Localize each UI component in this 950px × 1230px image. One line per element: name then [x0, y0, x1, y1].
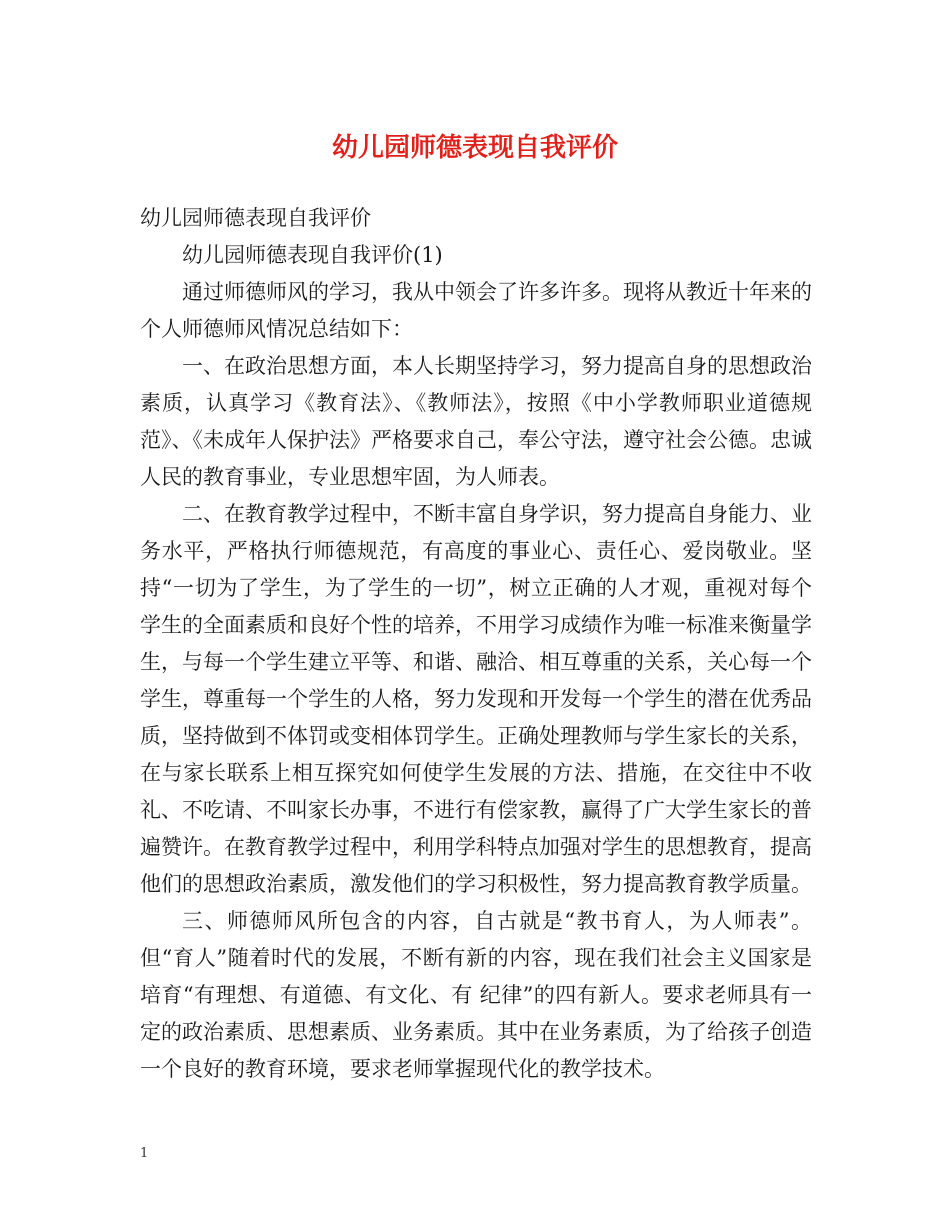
paragraph-section-2: 二、在教育教学过程中，不断丰富自身学识，努力提高自身能力、业务水平，严格执行师德规范，有高度的事业心、责任心、爱岗敬业。坚持“一切为了学生，为了学生的一切”，树立正确的人才观，重视对每个学生的全面素质和良好个性的培养，不用学习成绩作为唯一标准来衡量学生，与每一个学生建立平等、和谐、融洽、相互尊重的关系，关心每一个学生，尊重每一个学生的人格，努力发现和开发每一个学生的潜在优秀品质，坚持做到不体罚或变相体罚学生。正确处理教师与学生家长的关系，在与家长联系上相互探究如何使学生发展的方法、措施，在交往中不收礼、不吃请、不叫家长办事，不进行有偿家教，赢得了广大学生家长的普遍赞许。在教育教学过程中，利用学科特点加强对学生的思想教育，提高他们的思想政治素质，激发他们的学习积极性，努力提高教育教学质量。	[140, 502, 812, 896]
paragraph-subheading: 幼儿园师德表现自我评价(1)	[182, 243, 443, 267]
page-number: 1	[140, 1146, 149, 1161]
paragraph-section-3: 三、师德师风所包含的内容，自古就是“教书育人，为人师表”。但“育人”随着时代的发展，不断有新的内容，现在我们社会主义国家是培育“有理想、有道德、有文化、有 纪律”的四有新人。要求老师具有一定的政治素质、思想素质、业务素质。其中在业务素质，为了给孩子创造一个良好的教育环境，要求老师掌握现代化的教学技术。	[140, 909, 812, 1081]
document-title: 幼儿园师德表现自我评价	[331, 133, 618, 163]
document-body	[140, 200, 812, 1088]
paragraph-intro: 通过师德师风的学习，我从中领会了许多许多。现将从教近十年来的个人师德师风情况总结如下：	[140, 280, 812, 341]
paragraph-heading: 幼儿园师德表现自我评价	[140, 206, 371, 230]
paragraph-section-1: 一、在政治思想方面，本人长期坚持学习，努力提高自身的思想政治素质，认真学习《教育法》、《教师法》，按照《中小学教师职业道德规范》、《未成年人保护法》严格要求自己，奉公守法，遵守社会公德。忠诚人民的教育事业，专业思想牢固，为人师表。	[140, 354, 812, 489]
